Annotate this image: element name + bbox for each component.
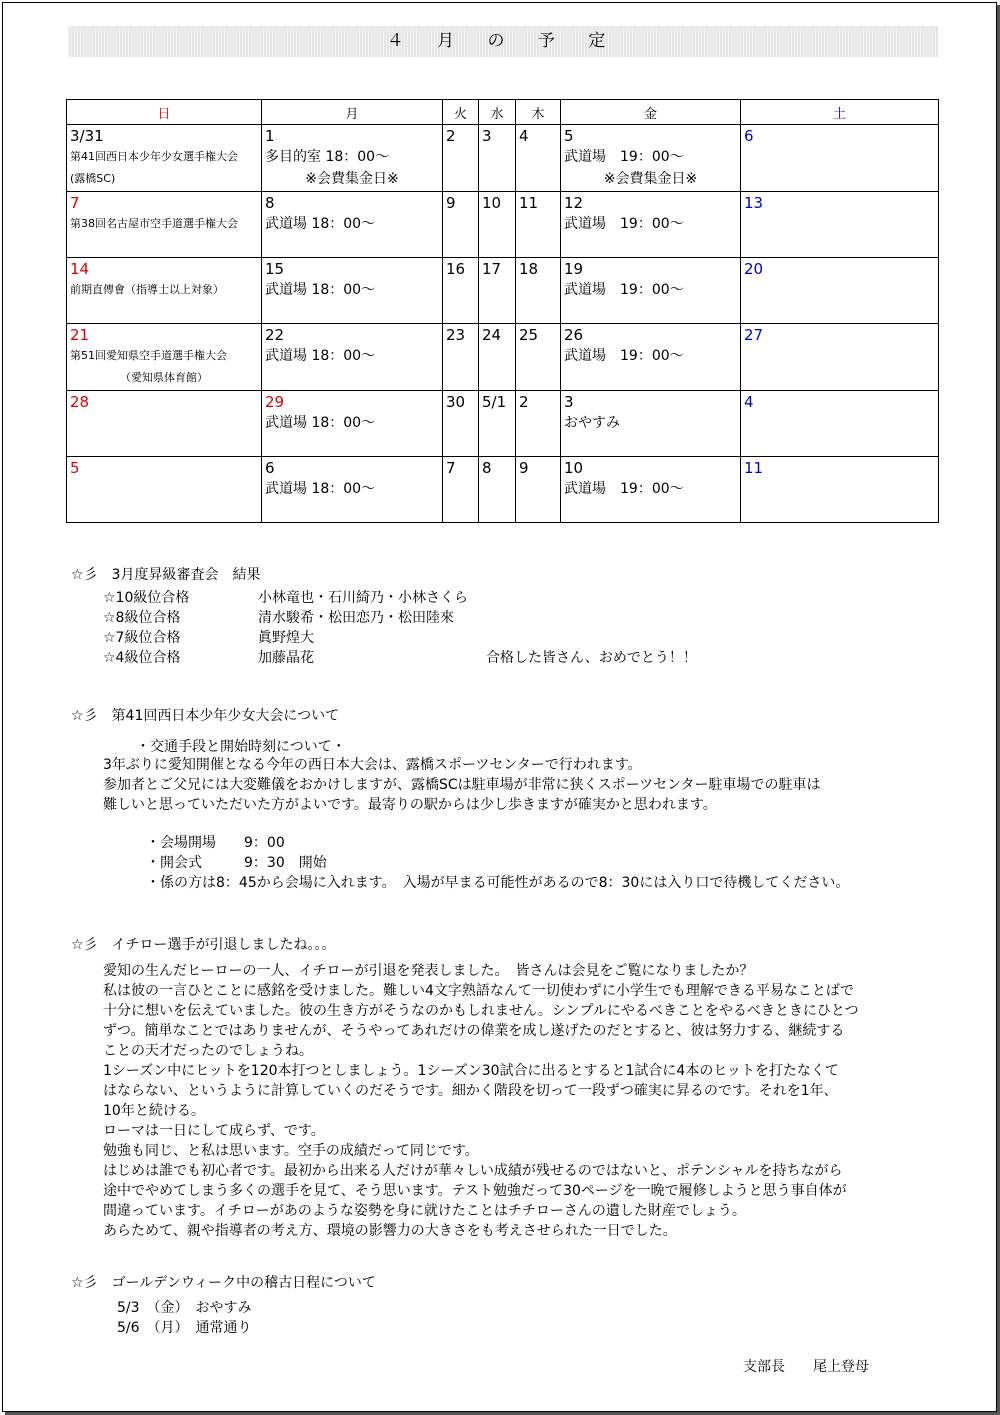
calendar-week	[67, 457, 939, 523]
text-line: 参加者とご父兄には大変難儀をおかけしますが、露橋SCは駐車場が非常に狭くスポーツセンター駐車場での駐車は	[103, 777, 821, 793]
day-number: 4	[519, 127, 529, 145]
grade-row	[103, 648, 697, 668]
grade-names: 小林竜也・石川綺乃・小林さくら	[258, 590, 468, 606]
grade-grade: ☆8級位合格	[103, 610, 181, 626]
calendar-day-cell	[443, 192, 479, 258]
day-event: 武道場 19：00～	[564, 216, 684, 232]
text-line: 勉強も同じ、と私は思います。空手の成績だって同じです。	[103, 1143, 479, 1159]
calendar-day-cell	[561, 391, 741, 457]
grade-grade: ☆10級位合格	[103, 590, 190, 606]
calendar-day-cell	[262, 324, 443, 391]
day-number: 18	[519, 260, 539, 278]
calendar-day-cell	[67, 258, 262, 324]
calendar-day-cell	[67, 192, 262, 258]
day-event: 武道場 19：00～	[564, 348, 684, 364]
text-line: ことの天才だったのでしょうね。	[103, 1043, 313, 1059]
calendar-day-cell	[479, 457, 516, 523]
day-number: 4	[744, 393, 754, 411]
calendar-week	[67, 258, 939, 324]
day-event: 第41回西日本少年少女選手権大会	[70, 150, 238, 163]
calendar-day-cell	[262, 457, 443, 523]
weekday-5: 金	[561, 100, 741, 125]
day-number: 12	[564, 194, 584, 212]
day-number: 11	[744, 459, 764, 477]
grade-names: 加藤晶花	[258, 650, 314, 666]
day-number: 21	[70, 326, 90, 344]
calendar-day-cell	[67, 391, 262, 457]
day-number: 2	[519, 393, 529, 411]
calendar-day-cell	[443, 258, 479, 324]
weekday-2: 火	[443, 100, 479, 125]
day-number: 5/1	[482, 393, 507, 411]
calendar-day-cell	[67, 125, 262, 192]
day-number: 15	[265, 260, 285, 278]
day-number: 13	[744, 194, 764, 212]
calendar-body	[67, 125, 939, 523]
calendar-day-cell	[479, 125, 516, 192]
day-number: 9	[446, 194, 456, 212]
tournament-subheading: ・交通手段と開始時刻について・	[136, 739, 346, 755]
ichiro-text	[103, 961, 933, 1241]
calendar-day-cell	[561, 192, 741, 258]
text-line: 難しいと思っていただいた方がよいです。最寄りの駅からは少し歩きますが確実かと思われます。	[103, 797, 717, 813]
day-number: 6	[744, 127, 754, 145]
schedule-line: ・開会式 9：30 開始	[146, 855, 327, 871]
day-event: (露橋SC)	[70, 172, 116, 185]
day-event: 第51回愛知県空手道選手権大会	[70, 349, 227, 362]
day-event: 武道場 18：00～	[265, 348, 376, 364]
day-number: 10	[482, 194, 502, 212]
text-line: 途中でやめてしまう多くの選手を見て、そう思います。テスト勉強だって30ページを一晩で履修しようと思う事自体が	[103, 1183, 847, 1199]
day-number: 3	[482, 127, 492, 145]
calendar-day-cell	[262, 258, 443, 324]
text-line: ローマは一日にして成らず、です。	[103, 1123, 325, 1139]
day-number: 16	[446, 260, 466, 278]
calendar-day-cell	[479, 391, 516, 457]
signature: 支部長 尾上登母	[743, 1359, 869, 1375]
calendar-day-cell	[479, 192, 516, 258]
grading-results-list	[103, 588, 697, 668]
calendar-day-cell	[443, 457, 479, 523]
day-number: 7	[70, 194, 80, 212]
day-event: 多目的室 18：00～	[265, 149, 390, 165]
calendar-day-cell	[479, 324, 516, 391]
tournament-text	[103, 755, 933, 815]
april-calendar	[66, 99, 939, 523]
weekday-header	[67, 100, 939, 125]
schedule-line: 5/6 （月） 通常通り	[117, 1320, 252, 1336]
day-event: 第38回名古屋市空手道選手権大会	[70, 217, 238, 230]
text-line: 10年と続ける。	[103, 1103, 205, 1119]
day-event: 武道場 18：00～	[265, 481, 376, 497]
day-number: 19	[564, 260, 584, 278]
day-number: 10	[564, 459, 584, 477]
day-event: （愛知県体育館）	[120, 371, 208, 384]
tournament-schedule	[146, 833, 936, 893]
grade-names: 清水駿希・松田恋乃・松田陸來	[258, 610, 454, 626]
calendar-day-cell	[262, 192, 443, 258]
day-event: ※会費集金日※	[305, 171, 399, 187]
day-number: 8	[482, 459, 492, 477]
weekday-1: 月	[262, 100, 443, 125]
day-number: 28	[70, 393, 90, 411]
day-number: 26	[564, 326, 584, 344]
day-number: 7	[446, 459, 456, 477]
tournament-heading: ☆彡 第41回西日本少年少女大会について	[71, 708, 340, 724]
calendar-week	[67, 391, 939, 457]
grade-row	[103, 608, 697, 628]
day-event: ※会費集金日※	[603, 171, 698, 187]
text-line: あらためて、親や指導者の考え方、環境の影響力の大きさをも考えさせられた一日でした。	[103, 1223, 677, 1239]
calendar-day-cell	[516, 125, 561, 192]
day-number: 5	[564, 127, 574, 145]
grade-row	[103, 628, 697, 648]
calendar-day-cell	[741, 391, 939, 457]
day-number: 6	[265, 459, 275, 477]
calendar-day-cell	[516, 258, 561, 324]
calendar-day-cell	[516, 324, 561, 391]
calendar-day-cell	[262, 391, 443, 457]
day-number: 11	[519, 194, 539, 212]
grading-results-heading: ☆彡 3月度昇級審査会 結果	[71, 567, 261, 583]
day-number: 23	[446, 326, 466, 344]
calendar-day-cell	[443, 391, 479, 457]
calendar-day-cell	[516, 391, 561, 457]
page	[2, 2, 997, 1412]
calendar-week	[67, 125, 939, 192]
schedule-line: ・会場開場 9：00	[146, 835, 285, 851]
day-number: 20	[744, 260, 764, 278]
day-number: 5	[70, 459, 80, 477]
day-number: 17	[482, 260, 502, 278]
calendar-day-cell	[561, 258, 741, 324]
calendar-day-cell	[67, 324, 262, 391]
weekday-0: 日	[67, 100, 262, 125]
day-event: 武道場 18：00～	[265, 216, 376, 232]
weekday-6: 土	[741, 100, 939, 125]
day-number: 27	[744, 326, 764, 344]
day-number: 2	[446, 127, 456, 145]
day-event: 武道場 19：00～	[564, 149, 684, 165]
grade-grade: ☆4級位合格	[103, 650, 181, 666]
day-number: 1	[265, 127, 275, 145]
weekday-3: 水	[479, 100, 516, 125]
calendar-week	[67, 324, 939, 391]
text-line: 1シーズン中にヒットを120本打つとしましょう。1シーズン30試合に出るとすると1試合に4本のヒットを打たなくて	[103, 1063, 839, 1079]
day-event: 武道場 19：00～	[564, 481, 684, 497]
calendar-day-cell	[561, 324, 741, 391]
day-number: 24	[482, 326, 502, 344]
grade-note: 合格した皆さん、おめでとう！！	[486, 650, 697, 666]
day-event: 前期直傳會（指導士以上対象）	[70, 283, 224, 296]
calendar-day-cell	[561, 125, 741, 192]
calendar-day-cell	[561, 457, 741, 523]
calendar-day-cell	[741, 192, 939, 258]
day-event: 武道場 18：00～	[265, 415, 376, 431]
golden-week-schedule	[117, 1298, 947, 1338]
day-number: 25	[519, 326, 539, 344]
calendar-day-cell	[262, 125, 443, 192]
day-number: 9	[519, 459, 529, 477]
calendar-day-cell	[516, 192, 561, 258]
day-event: おやすみ	[564, 415, 620, 431]
calendar-week	[67, 192, 939, 258]
schedule-line: ・係の方は8：45から会場に入れます。 入場が早まる可能性があるので8：30には入り口で待機してください。	[146, 875, 850, 891]
calendar-day-cell	[741, 457, 939, 523]
text-line: ずつ。簡単なことではありませんが、そうやってあれだけの偉業を成し遂げたのだとすると、彼は努力する、継続する	[103, 1023, 845, 1039]
golden-week-heading: ☆彡 ゴールデンウィーク中の稽古日程について	[71, 1275, 376, 1291]
calendar-day-cell	[443, 125, 479, 192]
day-event: 武道場 19：00～	[564, 282, 684, 298]
grade-row	[103, 588, 697, 608]
calendar-day-cell	[479, 258, 516, 324]
ichiro-heading: ☆彡 イチロー選手が引退しましたね。。。	[71, 937, 336, 953]
weekday-4: 木	[516, 100, 561, 125]
day-number: 22	[265, 326, 285, 344]
page-title: ４ 月 の 予 定	[68, 26, 938, 57]
text-line: 愛知の生んだヒーローの一人、イチローが引退を発表しました。 皆さんは会見をご覧になりましたか？	[103, 963, 754, 979]
text-line: 私は彼の一言ひとことに感銘を受けました。難しい4文字熟語なんて一切使わずに小学生でも理解できる平易なことばで	[103, 983, 854, 999]
text-line: 3年ぶりに愛知開催となる今年の西日本大会は、露橋スポーツセンターで行われます。	[103, 757, 642, 773]
calendar-day-cell	[741, 125, 939, 192]
calendar-day-cell	[741, 258, 939, 324]
day-number: 3	[564, 393, 574, 411]
schedule-line: 5/3 （金） おやすみ	[117, 1300, 252, 1316]
text-line: 間違っています。イチローがあのような姿勢を身に就けたことはチチローさんの遺した財産でしょう。	[103, 1203, 746, 1219]
calendar-day-cell	[443, 324, 479, 391]
calendar-day-cell	[516, 457, 561, 523]
day-event: 武道場 18：00～	[265, 282, 376, 298]
calendar-day-cell	[741, 324, 939, 391]
text-line: 十分に想いを伝えていました。彼の生き方がそうなのかもしれません。シンプルにやるべきことをやるべきときにひとつ	[103, 1003, 859, 1019]
text-line: はならない、というように計算していくのだそうです。細かく階段を切って一段ずつ確実に昇るのです。それを1年、	[103, 1083, 838, 1099]
day-number: 8	[265, 194, 275, 212]
day-number: 29	[265, 393, 285, 411]
text-line: はじめは誰でも初心者です。最初から出来る人だけが華々しい成績が残せるのではないと、ポテンシャルを持ちながら	[103, 1163, 843, 1179]
grade-names: 眞野煌大	[258, 630, 314, 646]
day-number: 14	[70, 260, 90, 278]
day-number: 3/31	[70, 127, 104, 145]
day-number: 30	[446, 393, 466, 411]
calendar-day-cell	[67, 457, 262, 523]
grade-grade: ☆7級位合格	[103, 630, 181, 646]
